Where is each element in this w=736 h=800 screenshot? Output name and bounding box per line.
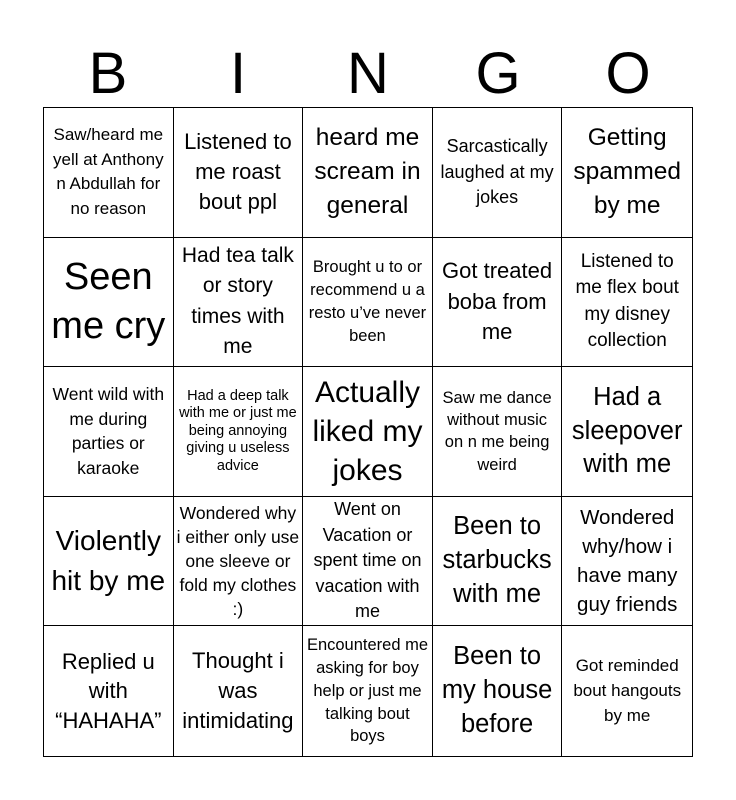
cell-text: Went wild with me during parties or karaoke xyxy=(52,384,165,478)
bingo-cell[interactable] xyxy=(562,367,692,497)
bingo-cell[interactable] xyxy=(562,108,692,238)
cell-text: Had a deep talk with me or just me being annoying giving u useless advice xyxy=(179,388,297,474)
bingo-cell[interactable] xyxy=(44,497,174,627)
cell-text: Encountered me asking for boy help or just me talking bout boys xyxy=(306,636,429,746)
bingo-cell[interactable] xyxy=(174,108,304,238)
cell-text: Brought u to or recommend u a resto u’ve never been xyxy=(308,257,427,345)
cell-text: Replied u with “HAHAHA” xyxy=(55,648,162,734)
cell-text: Went on Vacation or spent time on vacation with me xyxy=(313,499,422,622)
bingo-cell[interactable] xyxy=(174,497,304,627)
cell-text: Got reminded bout hangouts by me xyxy=(573,656,682,725)
bingo-cell[interactable] xyxy=(562,238,692,368)
header-letter-b: B xyxy=(88,41,128,106)
cell-text: Had tea talk or story times with me xyxy=(181,244,294,359)
cell-text: Wondered why i either only use one sleeve or fold my clothes :) xyxy=(176,502,300,620)
bingo-cell[interactable] xyxy=(562,626,692,756)
cell-text: Listened to me flex bout my disney collection xyxy=(575,250,679,352)
bingo-cell[interactable] xyxy=(174,238,304,368)
bingo-cell[interactable] xyxy=(433,497,563,627)
bingo-cell[interactable] xyxy=(44,367,174,497)
cell-text: Listened to me roast bout ppl xyxy=(184,128,292,215)
bingo-board xyxy=(43,107,693,757)
cell-text: Been to starbucks with me xyxy=(442,512,552,609)
bingo-cell[interactable] xyxy=(44,626,174,756)
bingo-cell[interactable] xyxy=(174,626,304,756)
bingo-cell[interactable] xyxy=(44,108,174,238)
cell-text: Had a sleepover with me xyxy=(571,382,683,479)
cell-text: Saw/heard me yell at Anthony n Abdullah for no reason xyxy=(53,125,164,218)
bingo-cell[interactable] xyxy=(562,497,692,627)
bingo-cell[interactable] xyxy=(303,367,433,497)
bingo-cell[interactable] xyxy=(433,108,563,238)
bingo-cell[interactable] xyxy=(303,238,433,368)
bingo-cell[interactable] xyxy=(433,626,563,756)
header-letter-n: N xyxy=(347,41,389,106)
header-letter-g: G xyxy=(475,41,521,106)
bingo-cell[interactable] xyxy=(303,626,433,756)
bingo-header xyxy=(43,40,693,108)
bingo-cell[interactable] xyxy=(44,238,174,368)
bingo-cell[interactable] xyxy=(303,497,433,627)
cell-text: Wondered why/how i have many guy friends xyxy=(577,505,678,617)
header-letter-i: I xyxy=(229,41,247,106)
cell-text: heard me scream in general xyxy=(314,123,421,220)
bingo-cell[interactable] xyxy=(174,367,304,497)
cell-text: Thought i was intimidating xyxy=(182,647,294,734)
cell-text: Getting spammed by me xyxy=(573,123,681,220)
bingo-cell[interactable] xyxy=(303,108,433,238)
bingo-cell[interactable] xyxy=(433,238,563,368)
bingo-cell[interactable] xyxy=(433,367,563,497)
cell-text: Seen me cry xyxy=(51,255,166,347)
cell-text: Got treated boba from me xyxy=(442,258,553,345)
cell-text: Violently hit by me xyxy=(51,525,166,597)
header-letter-o: O xyxy=(605,41,651,106)
cell-text: Actually liked my jokes xyxy=(312,375,423,487)
cell-text: Saw me dance without music on n me being weird xyxy=(442,388,552,474)
cell-text: Sarcastically laughed at my jokes xyxy=(440,135,554,208)
cell-text: Been to my house before xyxy=(441,642,553,739)
